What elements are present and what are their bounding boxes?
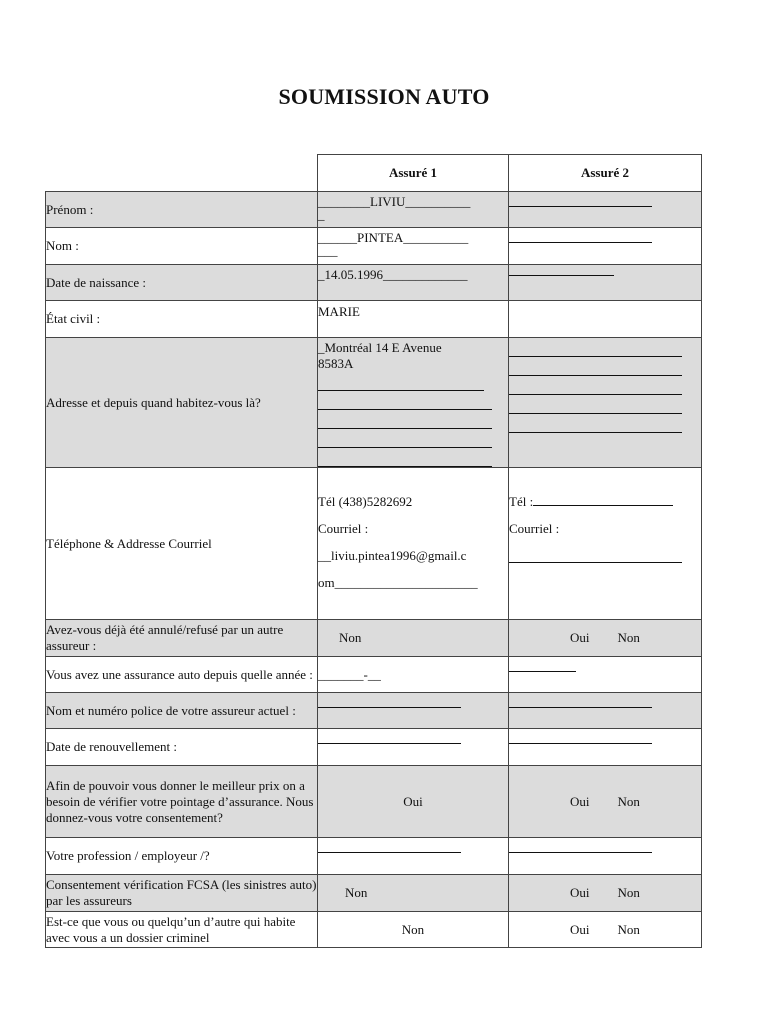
courriel-label-2: Courriel : (509, 521, 560, 536)
insurance-form-table (45, 154, 702, 948)
row-nom (46, 228, 702, 265)
telephone-field-2[interactable] (509, 468, 702, 620)
row-assurance-depuis (46, 657, 702, 693)
date-naissance-field-2[interactable] (509, 265, 702, 301)
etat-civil-field-2[interactable] (509, 301, 702, 338)
criminel-answer-1[interactable]: Non (318, 912, 509, 948)
tel-label-2: Tél : (509, 494, 534, 509)
consentement-options-2 (509, 766, 702, 838)
annule-answer-1[interactable]: Non (318, 620, 509, 657)
adresse-field-2[interactable] (509, 338, 702, 468)
label-assurance-depuis: Vous avez une assurance auto depuis quelle année : (46, 657, 318, 693)
row-annule (46, 620, 702, 657)
label-prenom: Prénom : (46, 192, 318, 228)
row-fcsa (46, 875, 702, 912)
option-oui[interactable]: Oui (570, 793, 590, 809)
row-etat-civil (46, 301, 702, 338)
telephone-field-1[interactable]: Tél (438)5282692 Courriel : __liviu.pintea1996@gmail.c om______________________ (318, 468, 509, 620)
fcsa-answer-1[interactable]: Non (318, 875, 509, 912)
label-profession: Votre profession / employeur /? (46, 838, 318, 875)
label-police: Nom et numéro police de votre assureur actuel : (46, 693, 318, 729)
row-telephone (46, 468, 702, 620)
header-assure-2: Assuré 2 (509, 155, 702, 192)
label-consentement: Afin de pouvoir vous donner le meilleur prix on a besoin de vérifier votre pointage d’assurance. Nous donnez-vous votre consentement? (46, 766, 318, 838)
police-field-1[interactable] (318, 693, 509, 729)
annule-options-2 (509, 620, 702, 657)
row-consentement (46, 766, 702, 838)
label-adresse: Adresse et depuis quand habitez-vous là? (46, 338, 318, 468)
adresse-field-1[interactable]: _Montréal 14 E Avenue 8583A (318, 338, 509, 468)
row-police (46, 693, 702, 729)
nom-field-1[interactable]: ______PINTEA__________ ___ (318, 228, 509, 265)
option-oui[interactable]: Oui (570, 630, 590, 645)
assurance-depuis-field-1[interactable]: _______-__ (318, 657, 509, 693)
label-criminel: Est-ce que vous ou quelqu’un d’autre qui habite avec vous a un dossier criminel (46, 912, 318, 948)
label-renouvellement: Date de renouvellement : (46, 729, 318, 766)
option-non[interactable]: Non (617, 793, 640, 809)
criminel-options-2 (509, 912, 702, 948)
etat-civil-field-1[interactable]: MARIE (318, 301, 509, 338)
option-oui[interactable]: Oui (570, 921, 590, 937)
label-nom: Nom : (46, 228, 318, 265)
label-telephone: Téléphone & Addresse Courriel (46, 468, 318, 620)
label-date-naissance: Date de naissance : (46, 265, 318, 301)
renouvellement-field-1[interactable] (318, 729, 509, 766)
header-row (46, 155, 702, 192)
date-naissance-field-1[interactable]: _14.05.1996_____________ (318, 265, 509, 301)
nom-field-2[interactable] (509, 228, 702, 265)
profession-field-1[interactable] (318, 838, 509, 875)
header-assure-1: Assuré 1 (318, 155, 509, 192)
police-field-2[interactable] (509, 693, 702, 729)
row-date-naissance (46, 265, 702, 301)
consentement-answer-1[interactable]: Oui (318, 766, 509, 838)
label-annule: Avez-vous déjà été annulé/refusé par un autre assureur : (46, 620, 318, 657)
option-oui[interactable]: Oui (570, 885, 590, 900)
prenom-field-1[interactable]: ________LIVIU__________ _ (318, 192, 509, 228)
prenom-field-2[interactable] (509, 192, 702, 228)
page-title: SOUMISSION AUTO (278, 84, 490, 109)
row-adresse (46, 338, 702, 468)
renouvellement-field-2[interactable] (509, 729, 702, 766)
row-criminel (46, 912, 702, 948)
option-non[interactable]: Non (617, 630, 640, 645)
option-non[interactable]: Non (617, 885, 640, 900)
fcsa-options-2 (509, 875, 702, 912)
row-renouvellement (46, 729, 702, 766)
label-fcsa: Consentement vérification FCSA (les sinistres auto) par les assureurs (46, 875, 318, 912)
profession-field-2[interactable] (509, 838, 702, 875)
row-profession (46, 838, 702, 875)
option-non[interactable]: Non (617, 921, 640, 937)
assurance-depuis-field-2[interactable] (509, 657, 702, 693)
label-etat-civil: État civil : (46, 301, 318, 338)
row-prenom (46, 192, 702, 228)
